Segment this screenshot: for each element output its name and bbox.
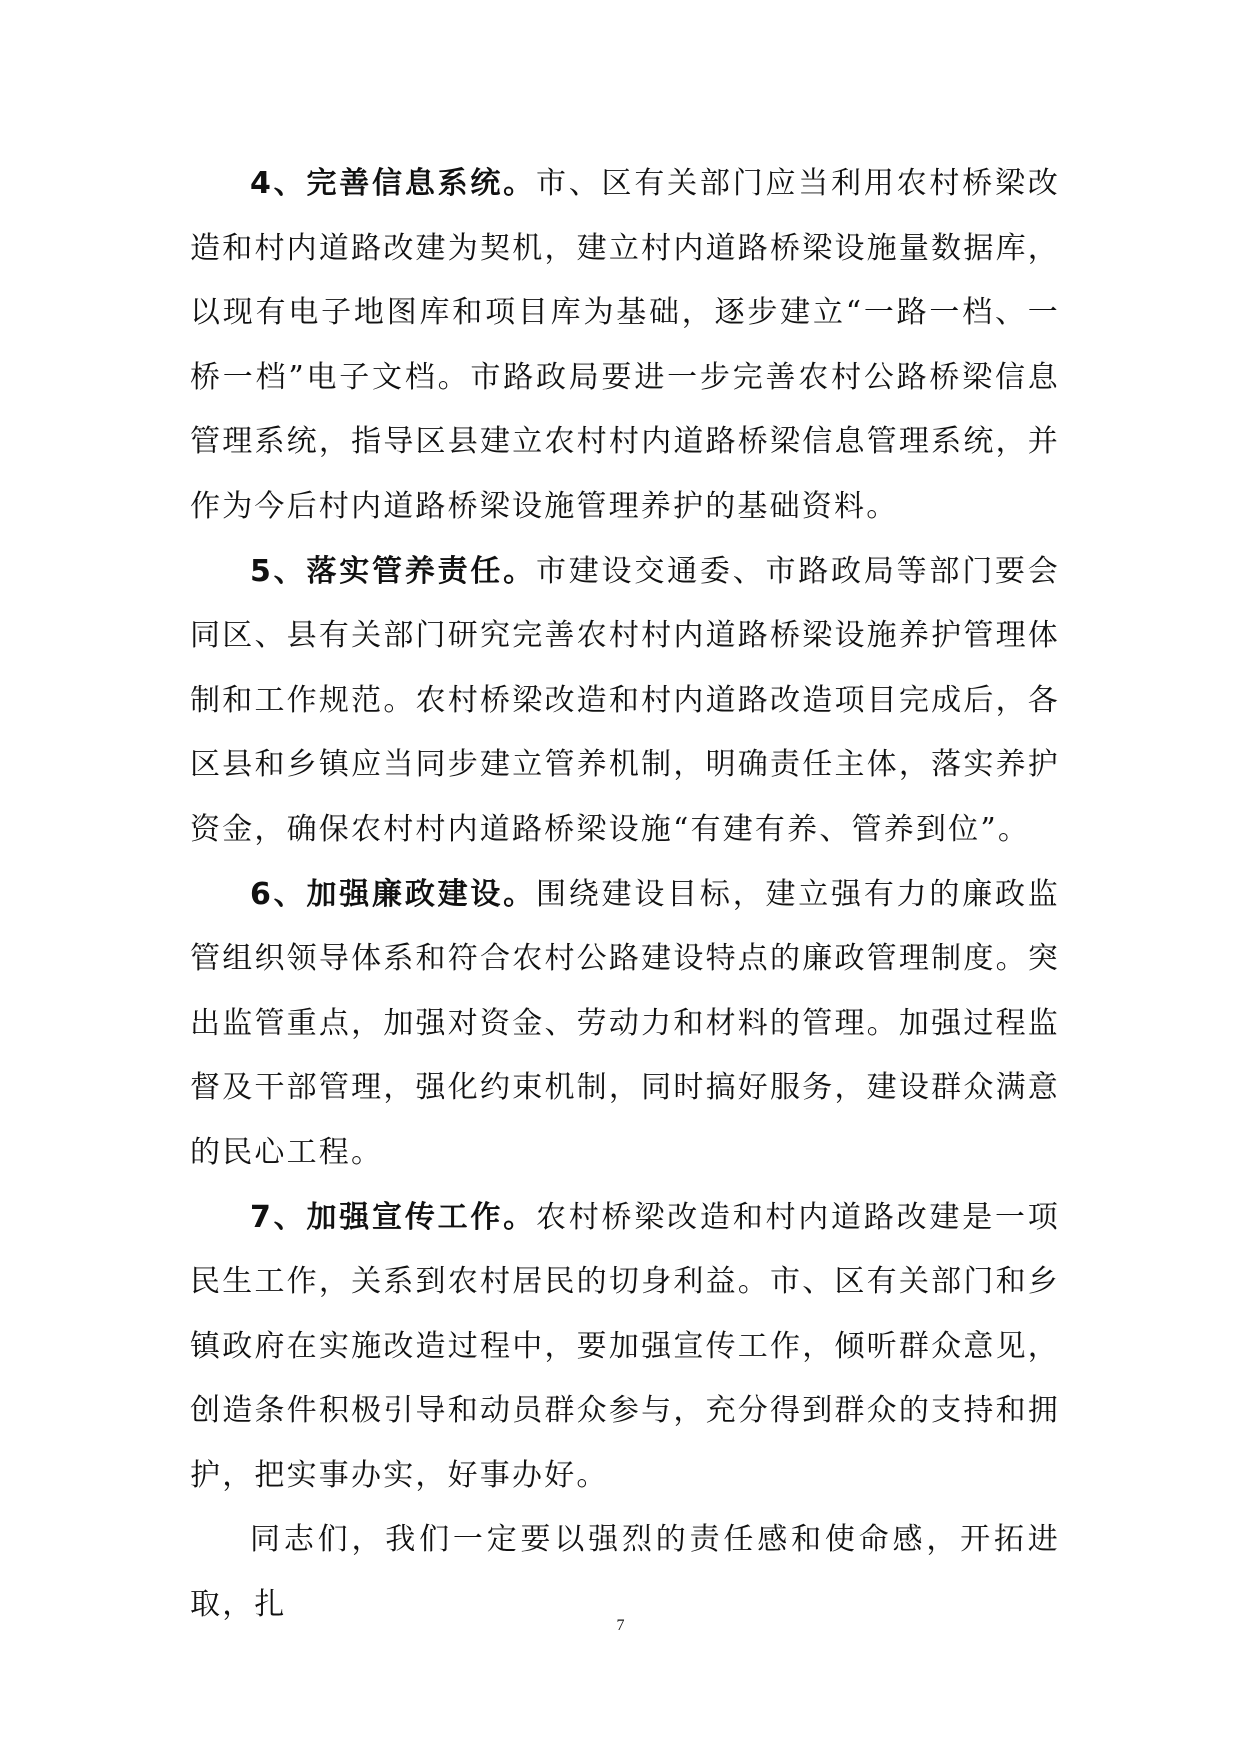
paragraph-integrity-building [190, 863, 1060, 1186]
paragraph-text: 市、区有关部门应当利用农村桥梁改造和村内道路改建为契机，建立村内道路桥梁设施量数据库，以现有电子地图库和项目库为基础，逐步建立“一路一档、一桥一档”电子文档。市路政局要进一步完善农村公路桥梁信息管理系统，指导区县建立农村村内道路桥梁信息管理系统，并作为今后村内道路桥梁设施管理养护的基础资料。 [190, 166, 1060, 524]
paragraph-text: 围绕建设目标，建立强有力的廉政监管组织领导体系和符合农村公路建设特点的廉政管理制度。突出监管重点，加强对资金、劳动力和材料的管理。加强过程监督及干部管理，强化约束机制，同时搞好服务，建设群众满意的民心工程。 [190, 876, 1060, 1170]
paragraph-heading: 6、加强廉政建设。 [250, 876, 536, 912]
paragraph-heading: 5、落实管养责任。 [250, 553, 536, 589]
paragraph-heading: 7、加强宣传工作。 [250, 1199, 536, 1235]
paragraph-text: 农村桥梁改造和村内道路改建是一项民生工作，关系到农村居民的切身利益。市、区有关部门和乡镇政府在实施改造过程中，要加强宣传工作，倾听群众意见，创造条件积极引导和动员群众参与，充分得到群众的支持和拥护，把实事办实，好事办好。 [190, 1199, 1060, 1493]
page-number: 7 [616, 1617, 625, 1634]
paragraph-publicity-work [190, 1186, 1060, 1509]
paragraph-information-system [190, 152, 1060, 540]
paragraph-text: 市建设交通委、市路政局等部门要会同区、县有关部门研究完善农村村内道路桥梁设施养护管理体制和工作规范。农村桥梁改造和村内道路改造项目完成后，各区县和乡镇应当同步建立管养机制，明确责任主体，落实养护资金，确保农村村内道路桥梁设施“有建有养、管养到位”。 [190, 553, 1060, 847]
paragraph-text: 同志们，我们一定要以强烈的责任感和使命感，开拓进取，扎 [190, 1522, 1060, 1623]
paragraph-heading: 4、完善信息系统。 [250, 166, 536, 201]
paragraph-maintenance-responsibility [190, 540, 1060, 863]
document-body [190, 152, 1060, 1638]
